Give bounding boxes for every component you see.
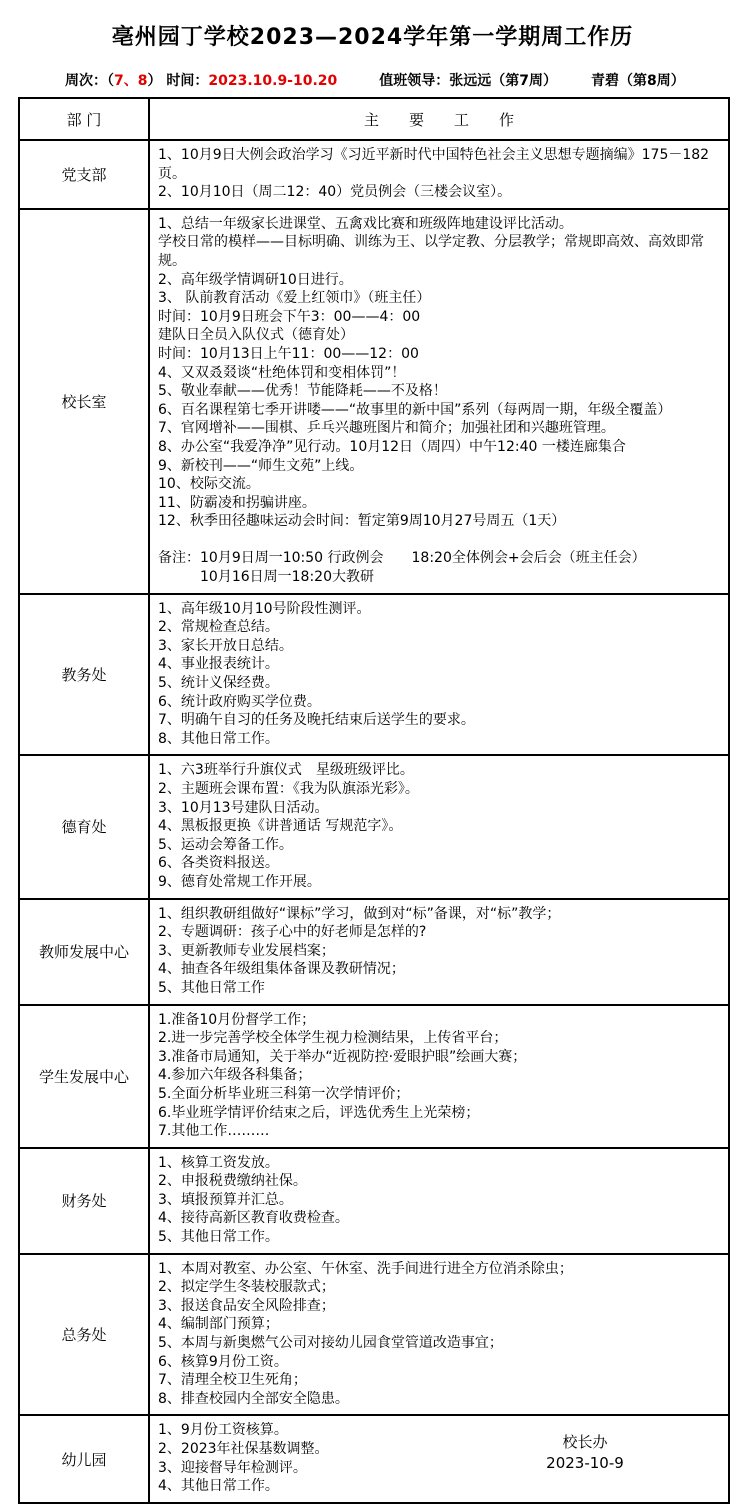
- work-line: 4、抽查各年级组集体备课及教研情况；: [158, 961, 405, 978]
- work-line: 6、百名课程第七季开讲喽——“故事里的新中国”系列（每两周一期，年级全覆盖）: [158, 401, 672, 418]
- table-header-row: [19, 98, 729, 140]
- work-line: 3、家长开放日总结。: [158, 637, 293, 654]
- dept-cell: 党支部: [19, 140, 149, 209]
- work-line: 3、报送食品安全风险排查；: [158, 1297, 335, 1314]
- work-line: 10、校际交流。: [158, 476, 260, 493]
- dept-cell: 校长室: [19, 209, 149, 594]
- work-line: 1、组织教研组做好“课标”学习，做到对“标”备课，对“标”教学；: [158, 905, 561, 922]
- header-work: 主 要 工 作: [149, 98, 729, 140]
- work-line: 7、明确午自习的任务及晚托结束后送学生的要求。: [158, 712, 475, 729]
- work-line: 6.毕业班学情评价结束之后，评选优秀生上光荣榜；: [158, 1104, 480, 1121]
- work-line: 5、运动会筹备工作。: [158, 836, 293, 853]
- work-line: 1、六3班举行升旗仪式 星级班级评比。: [158, 762, 414, 779]
- work-line: 1、高年级10月10号阶段性测评。: [158, 600, 371, 617]
- work-line: 4、编制部门预算；: [158, 1316, 279, 1333]
- work-line: 10月16日周一18:20大教研: [158, 569, 374, 586]
- work-line: 9、德育处常规工作开展。: [158, 873, 321, 890]
- work-cell: [149, 1005, 729, 1148]
- work-line: 6、统计政府购买学位费。: [158, 693, 321, 710]
- work-cell: [149, 1254, 729, 1416]
- page-title: 亳州园丁学校2023—2024学年第一学期周工作历: [111, 25, 634, 50]
- work-line: 4、接待高新区教育收费检查。: [158, 1210, 349, 1227]
- work-line: 3、10月13号建队日活动。: [158, 799, 329, 816]
- dept-cell: 财务处: [19, 1148, 149, 1254]
- table-row: [19, 899, 729, 1005]
- table-row: [19, 1005, 729, 1148]
- table-row: [19, 755, 729, 898]
- work-line: 3、 队前教育活动《爱上红领巾》（班主任）: [158, 290, 431, 307]
- work-line: 2、高年级学情调研10日进行。: [158, 271, 353, 288]
- work-line: 学校日常的模样——目标明确、训练为王、以学定教、分层教学；常规即高效、高效即常规。: [158, 234, 704, 269]
- work-line: 1、总结一年级家长进课堂、五禽戏比赛和班级阵地建设评比活动。: [158, 215, 573, 232]
- work-line: 4、其他日常工作。: [158, 1478, 279, 1495]
- work-line: 2、专题调研：孩子心中的好老师是怎样的?: [158, 924, 427, 941]
- work-line: 11、防霸凌和拐骗讲座。: [158, 494, 316, 511]
- work-cell: [149, 594, 729, 756]
- work-line: 2、主题班会课布置：《我为队旗添光彩》。: [158, 781, 419, 797]
- work-line: 建队日全员入队仪式（德育处）: [158, 327, 354, 344]
- work-line: 2、10月10日（周二12：40）党员例会（三楼会议室）。: [158, 184, 512, 201]
- work-line: 时间：10月9日班会下午3：00——4：00: [158, 308, 421, 325]
- work-line: 4、黑板报更换《讲普通话 写规范字》。: [158, 818, 403, 835]
- work-line: 7、官网增补——围棋、乒乓兴趣班图片和简介；加强社团和兴趣班管理。: [158, 420, 615, 437]
- work-line: 3、更新教师专业发展档案；: [158, 942, 335, 959]
- work-line: 5、敬业奉献——优秀！节能降耗——不及格！: [158, 383, 447, 400]
- work-line: 2、拟定学生冬装校服款式；: [158, 1279, 335, 1296]
- duty-leader-2: 青碧（第8周）: [591, 73, 685, 89]
- week-suffix: ） 时间：: [147, 73, 209, 89]
- work-line: 备注：10月9日周一10:50 行政例会 18:20全体例会+会后会（班主任会）: [158, 550, 646, 567]
- week-label: 周次：（: [65, 73, 114, 89]
- work-line: 6、各类资料报送。: [158, 855, 279, 872]
- work-line: 7、清理全校卫生死角；: [158, 1372, 307, 1389]
- work-cell: [149, 209, 729, 594]
- meta-line: [65, 70, 737, 90]
- work-line: 3、填报预算并汇总。: [158, 1191, 293, 1208]
- work-cell: [149, 899, 729, 1005]
- work-line: 1.准备10月份督学工作；: [158, 1011, 316, 1028]
- work-line: 9、新校刊——“师生文苑”上线。: [158, 457, 364, 474]
- work-line: 5、本周与新奥燃气公司对接幼儿园食堂管道改造事宜；: [158, 1335, 503, 1352]
- work-line: 12、秋季田径趣味运动会时间：暂定第9周10月27号周五（1天）: [158, 513, 566, 530]
- work-line: 7.其他工作………: [158, 1123, 270, 1140]
- work-line: 8、其他日常工作。: [158, 730, 279, 747]
- work-line: 4、又双叒叕谈“杜绝体罚和变相体罚”！: [158, 364, 406, 381]
- footer: [505, 1432, 665, 1474]
- header-dept: 部 门: [19, 98, 149, 140]
- work-line: [158, 531, 720, 550]
- table-row: [19, 1148, 729, 1254]
- table-row: [19, 1254, 729, 1416]
- work-line: 3.准备市局通知，关于举办“近视防控·爱眼护眼”绘画大赛；: [158, 1048, 527, 1065]
- work-line: 4、事业报表统计。: [158, 656, 279, 673]
- footer-date: 2023-10-9: [546, 1454, 624, 1472]
- work-line: 时间：10月13日上午11：00——12：00: [158, 345, 419, 362]
- work-line: 4.参加六年级各科集备；: [158, 1067, 312, 1084]
- work-line: 5.全面分析毕业班三科第一次学情评价；: [158, 1085, 410, 1102]
- work-line: 1、9月份工资核算。: [158, 1422, 288, 1439]
- dept-cell: 德育处: [19, 755, 149, 898]
- work-line: 2、常规检查总结。: [158, 619, 279, 636]
- work-line: 2、申报税费缴纳社保。: [158, 1173, 307, 1190]
- work-line: 3、迎接督导年检测评。: [158, 1459, 307, 1476]
- dept-cell: 总务处: [19, 1254, 149, 1416]
- work-line: 6、核算9月份工资。: [158, 1353, 288, 1370]
- table-row: [19, 594, 729, 756]
- dept-cell: 学生发展中心: [19, 1005, 149, 1148]
- work-line: 5、其他日常工作。: [158, 1229, 279, 1246]
- work-line: 8、排查校园内全部安全隐患。: [158, 1390, 349, 1407]
- work-schedule-table: [18, 97, 730, 1504]
- footer-office: 校长办: [562, 1433, 608, 1451]
- work-line: 5、其他日常工作: [158, 979, 265, 996]
- dept-cell: 教务处: [19, 594, 149, 756]
- work-cell: [149, 1148, 729, 1254]
- work-line: 1、本周对教室、办公室、午休室、洗手间进行进全方位消杀除虫；: [158, 1260, 573, 1277]
- dept-cell: 幼儿园: [19, 1415, 149, 1502]
- week-numbers: 7、8: [114, 73, 148, 89]
- table-row: [19, 140, 729, 209]
- work-line: 1、10月9日大例会政治学习《习近平新时代中国特色社会主义思想专题摘编》175－182页。: [158, 147, 710, 182]
- table-row: [19, 209, 729, 594]
- dept-cell: 教师发展中心: [19, 899, 149, 1005]
- duty-leader: 值班领导：张远远（第7周）: [379, 73, 558, 89]
- work-line: 2.进一步完善学校全体学生视力检测结果，上传省平台；: [158, 1030, 508, 1047]
- work-line: 5、统计义保经费。: [158, 675, 279, 692]
- work-cell: [149, 755, 729, 898]
- work-line: 2、2023年社保基数调整。: [158, 1441, 329, 1457]
- time-value: 2023.10.9-10.20: [208, 73, 338, 89]
- work-line: 1、核算工资发放。: [158, 1154, 279, 1171]
- work-line: 8、办公室“我爱净净”见行动。10月12日（周四）中午12:40 一楼连廊集合: [158, 438, 626, 455]
- work-cell: [149, 140, 729, 209]
